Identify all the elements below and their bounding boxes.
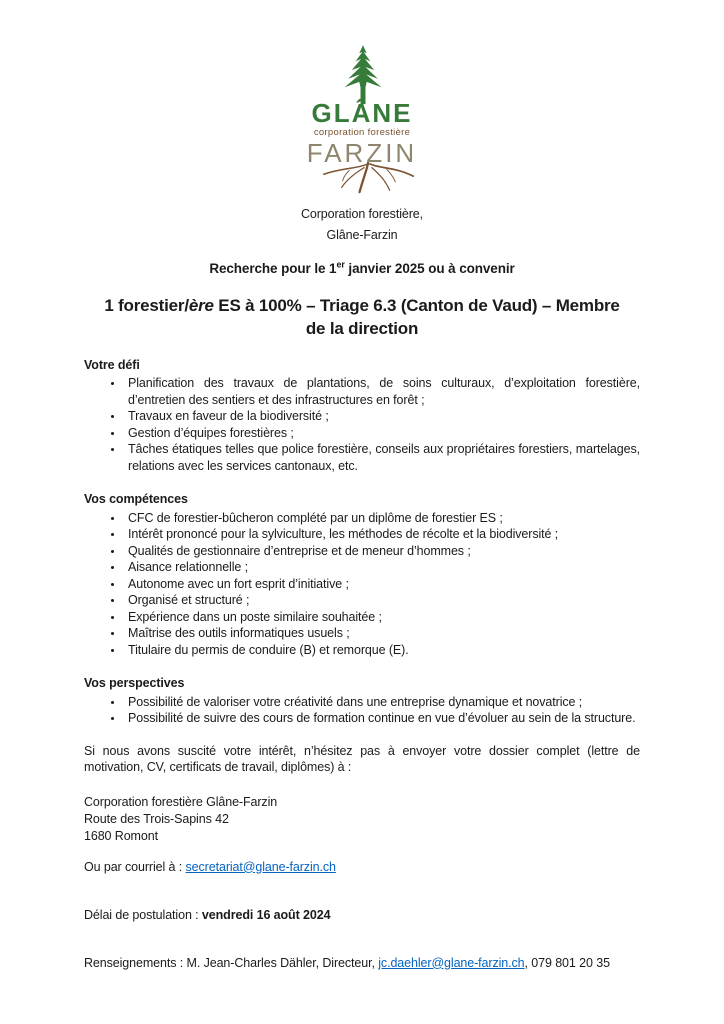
address-block [84,794,640,846]
list-item: • Possibilité de suivre des cours de formation continue en vue d’évoluer au sein de la structure. [124,710,640,727]
logo-glane-text: GLÂNE [311,98,413,128]
section-votre-defi [84,357,640,475]
logo-subtitle-text: corporation forestière [313,127,411,138]
recherche-superscript: er [336,259,345,270]
list-item: • Aisance relationnelle ; [124,559,640,576]
list-item: • Autonome avec un fort esprit d’initiative ; [124,576,640,593]
job-title-line2: de la direction [305,318,419,338]
email-line [84,859,640,876]
job-title [52,295,672,340]
list-item: • Tâches étatiques telles que police forestière, conseils aux propriétaires forestiers, martelages, relations avec les services cantonaux, etc. [124,441,640,474]
address-street: Route des Trois-Sapins 42 [84,812,229,827]
director-email-link[interactable]: jc.daehler@glane-farzin.ch [378,955,525,970]
list-item: • Titulaire du permis de conduire (B) et remorque (E). [124,642,640,659]
contact-line [84,955,640,972]
recherche-suffix: janvier 2025 ou à convenir [344,261,515,277]
logo-farzin-text: FARZIN [306,138,418,168]
contact-prefix: Renseignements : M. Jean-Charles Dähler, Directeur, [84,955,379,970]
section-heading-perspectives: Vos perspectives [84,676,185,691]
competences-bullet-list [84,510,640,659]
list-item: • Organisé et structuré ; [124,592,640,609]
logo [300,44,424,194]
section-heading-defi: Votre défi [84,357,140,372]
list-item: • Gestion d’équipes forestières ; [124,425,640,442]
job-title-end: ES à 100% – Triage 6.3 (Canton de Vaud) – Membre [213,296,620,316]
section-vos-competences [84,491,640,658]
contact-suffix: , 079 801 20 35 [524,955,610,970]
list-item: • Expérience dans un poste similaire souhaitée ; [124,609,640,626]
list-item: • Planification des travaux de plantations, de soins culturaux, d’exploitation forestière, d’entretien des sentiers et des infrastructures en forêt ; [124,375,640,408]
org-name-line2: Glâne-Farzin [326,227,398,242]
email-label: Ou par courriel à : [84,859,186,874]
conifer-tree-icon [326,44,400,106]
job-title-start: 1 forestier/ [104,296,189,316]
list-item: • Maîtrise des outils informatiques usuels ; [124,625,640,642]
list-item: • Qualités de gestionnaire d’entreprise et de meneur d’hommes ; [124,543,640,560]
list-item: • CFC de forestier-bûcheron complété par un diplôme de forestier ES ; [124,510,640,527]
section-vos-perspectives [84,675,640,727]
secretariat-email-link[interactable]: secretariat@glane-farzin.ch [185,859,336,874]
address-city: 1680 Romont [84,829,158,844]
list-item: • Intérêt prononcé pour la sylviculture, les méthodes de récolte et la biodiversité ; [124,526,640,543]
list-item: • Possibilité de valoriser votre créativité dans une entreprise dynamique et novatrice ; [124,694,640,711]
job-title-italic: ère [188,296,214,316]
org-name-line1: Corporation forestière, [300,207,424,221]
deadline-label: Délai de postulation : [84,908,202,923]
deadline-value: vendredi 16 août 2024 [201,908,331,923]
deadline-line [84,907,640,924]
recherche-prefix: Recherche pour le 1 [209,261,337,277]
roots-icon [316,162,420,194]
list-item: • Travaux en faveur de la biodiversité ; [124,408,640,425]
address-org: Corporation forestière Glâne-Farzin [84,794,278,809]
recherche-line [84,260,640,278]
perspectives-bullet-list [84,694,640,727]
defi-bullet-list [84,375,640,474]
closing-paragraph: Si nous avons suscité votre intérêt, n’hésitez pas à envoyer votre dossier complet (lettre de motivation, CV, certificats de travail, diplômes) à : [84,743,640,775]
section-heading-competences: Vos compétences [84,492,188,507]
